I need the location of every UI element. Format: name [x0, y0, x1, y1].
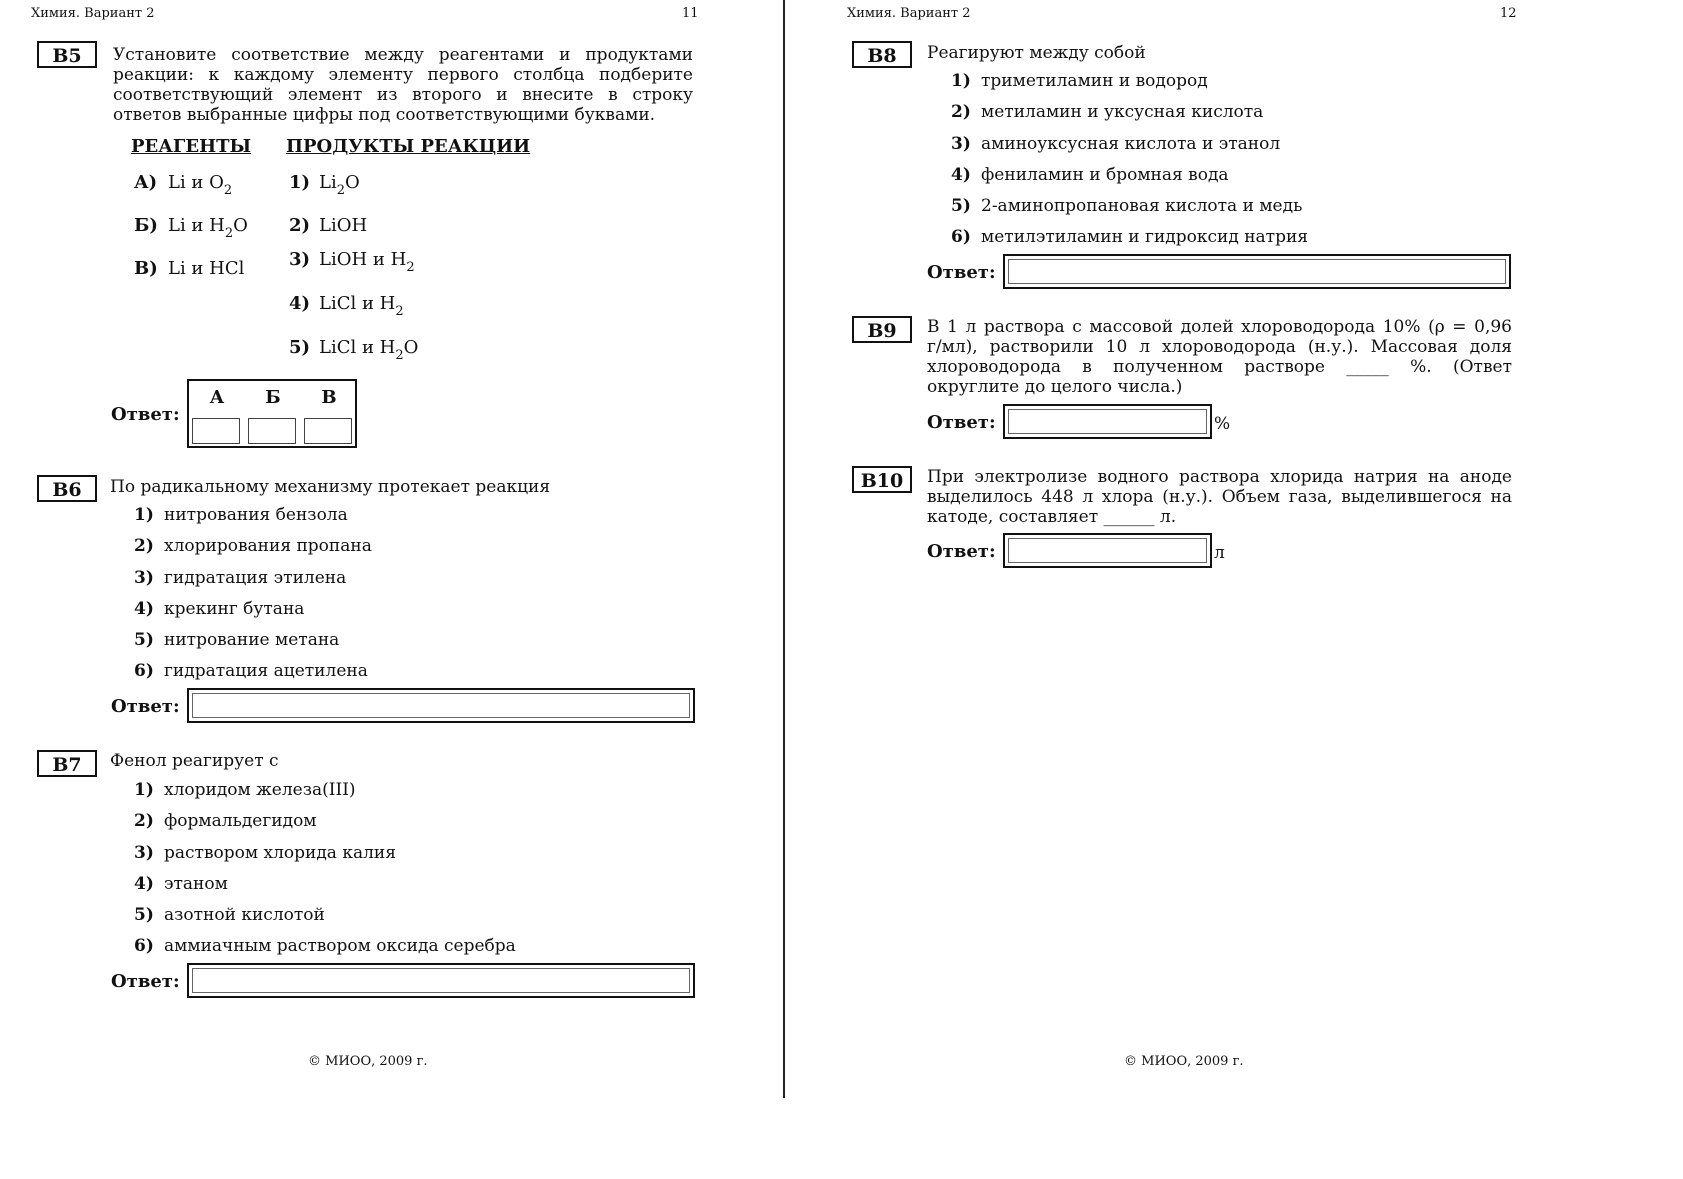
b5-line: ответов выбранные цифры под соответствующими буквами. — [113, 105, 656, 125]
page-number-left: 11 — [682, 6, 699, 21]
b6-option — [134, 630, 339, 650]
option-number: 2) — [134, 811, 154, 831]
option-text: аминоуксусная кислота и этанол — [981, 134, 1281, 154]
page-left — [0, 0, 783, 1098]
subscript: 2 — [406, 260, 415, 275]
b10-line: выделилось 448 л хлора (н.у.). Объем газа, выделившегося на — [927, 487, 1512, 507]
b9-line: округлите до целого числа.) — [927, 377, 1183, 397]
answer-field-inner — [1008, 538, 1207, 563]
b5-line: соответствующий элемент из второго и внесите в строку — [113, 85, 693, 105]
products-heading: ПРОДУКТЫ РЕАКЦИИ — [286, 136, 531, 157]
b5-line: Установите соответствие между реагентами и продуктами — [113, 45, 693, 65]
answer-label-b6: Ответ: — [111, 696, 180, 717]
b10-line: катоде, составляет ______ л. — [927, 507, 1177, 527]
answer-label-b8: Ответ: — [927, 262, 996, 283]
product-text: Li — [319, 172, 337, 193]
reagent-a — [134, 172, 232, 198]
answer-field-inner — [192, 968, 690, 993]
option-number: 3) — [134, 843, 154, 863]
b9-line: хлороводорода в полученном растворе _____ %. (Ответ — [927, 357, 1512, 377]
option-text: раствором хлорида калия — [164, 843, 396, 863]
page-right — [786, 0, 1568, 1098]
b9-question — [927, 317, 1512, 397]
reagent-label: Б) — [134, 215, 158, 236]
b5-question — [113, 45, 693, 125]
answer-field-inner — [192, 693, 690, 718]
reagent-text: Li и O — [168, 172, 224, 193]
task-tag-b6: В6 — [37, 475, 97, 502]
subscript: 2 — [395, 348, 404, 363]
option-text: метилэтиламин и гидроксид натрия — [981, 227, 1309, 247]
product-label: 4) — [289, 293, 311, 314]
answer-field-b7[interactable] — [187, 963, 695, 998]
option-text: аммиачным раствором оксида серебра — [164, 936, 516, 956]
task-tag-b5: В5 — [37, 41, 97, 68]
option-number: 5) — [134, 905, 154, 925]
product-4 — [289, 293, 404, 319]
option-number: 3) — [134, 568, 154, 588]
option-number: 1) — [951, 71, 971, 91]
option-number: 5) — [134, 630, 154, 650]
b8-option — [951, 102, 1263, 122]
reagent-b — [134, 215, 248, 241]
reagent-text: Li и HCl — [168, 258, 245, 279]
option-number: 4) — [134, 874, 154, 894]
reagent-label: А) — [134, 172, 158, 193]
task-tag-b8: В8 — [852, 41, 912, 68]
reagent-tail: O — [233, 215, 248, 236]
option-number: 1) — [134, 505, 154, 525]
b5-line: реакции: к каждому элементу первого столбца подберите — [113, 65, 693, 85]
product-5 — [289, 337, 418, 363]
option-number: 2) — [951, 102, 971, 122]
option-number: 6) — [951, 227, 971, 247]
task-tag-b10: В10 — [852, 466, 912, 493]
option-number: 4) — [951, 165, 971, 185]
b6-option — [134, 599, 304, 619]
product-text: LiOH — [319, 215, 368, 236]
reagents-heading: РЕАГЕНТЫ — [131, 136, 252, 157]
answer-field-b9[interactable] — [1003, 404, 1212, 439]
option-text: нитрования бензола — [164, 505, 348, 525]
option-text: азотной кислотой — [164, 905, 325, 925]
option-number: 1) — [134, 780, 154, 800]
option-number: 6) — [134, 661, 154, 681]
answer-label-b7: Ответ: — [111, 971, 180, 992]
b7-option — [134, 780, 356, 800]
b8-option — [951, 227, 1308, 247]
product-label: 3) — [289, 249, 311, 270]
b7-option — [134, 843, 396, 863]
b6-option — [134, 536, 372, 556]
b8-question: Реагируют между собой — [927, 43, 1146, 63]
task-tag-b9: В9 — [852, 316, 912, 343]
b9-line: г/мл), растворили 10 л хлороводорода (н.у.). Массовая доля — [927, 337, 1512, 357]
product-text: LiCl и H — [319, 293, 396, 314]
option-number: 6) — [134, 936, 154, 956]
unit-percent: % — [1214, 414, 1231, 434]
option-text: хлорирования пропана — [164, 536, 372, 556]
footer-left: © МИОО, 2009 г. — [308, 1054, 428, 1069]
b8-option — [951, 134, 1280, 154]
option-text: триметиламин и водород — [981, 71, 1208, 91]
answer-label-b10: Ответ: — [927, 541, 996, 562]
option-number: 3) — [951, 134, 971, 154]
b6-question: По радикальному механизму протекает реакция — [110, 477, 551, 497]
footer-right: © МИОО, 2009 г. — [1124, 1054, 1244, 1069]
option-text: 2-аминопропановая кислота и медь — [981, 196, 1303, 216]
page-divider — [783, 0, 785, 1098]
product-label: 1) — [289, 172, 311, 193]
product-text: LiOH и H — [319, 249, 407, 270]
col-head-a: А — [209, 387, 225, 408]
product-tail: O — [345, 172, 360, 193]
answer-cell-v[interactable] — [304, 418, 352, 444]
subscript: 2 — [395, 304, 404, 319]
unit-liters: л — [1214, 543, 1225, 563]
option-text: гидратация ацетилена — [164, 661, 368, 681]
task-tag-b7: В7 — [37, 750, 97, 777]
answer-label-b5: Ответ: — [111, 404, 180, 425]
b9-line: В 1 л раствора с массовой долей хлороводорода 10% (ρ = 0,96 — [927, 317, 1512, 337]
b7-question: Фенол реагирует с — [110, 751, 279, 771]
product-1 — [289, 172, 360, 198]
page-number-right: 12 — [1500, 6, 1517, 21]
answer-cell-a[interactable] — [192, 418, 240, 444]
b10-line: При электролизе водного раствора хлорида натрия на аноде — [927, 467, 1512, 487]
option-number: 5) — [951, 196, 971, 216]
b8-option — [951, 165, 1229, 185]
reagent-v — [134, 258, 244, 279]
b6-option — [134, 505, 348, 525]
product-3 — [289, 249, 415, 275]
answer-label-b9: Ответ: — [927, 412, 996, 433]
header-right: Химия. Вариант 2 — [847, 6, 971, 21]
subscript: 2 — [223, 183, 233, 198]
product-text: LiCl и H — [319, 337, 396, 358]
reagent-text: Li и H — [168, 215, 225, 236]
product-label: 5) — [289, 337, 311, 358]
subscript: 2 — [224, 226, 234, 241]
b6-option — [134, 568, 346, 588]
header-left: Химия. Вариант 2 — [31, 6, 155, 21]
answer-cell-b[interactable] — [248, 418, 296, 444]
b7-option — [134, 905, 325, 925]
reagent-label: В) — [134, 258, 158, 279]
subscript: 2 — [336, 183, 345, 198]
option-number: 2) — [134, 536, 154, 556]
option-number: 4) — [134, 599, 154, 619]
answer-field-b6[interactable] — [187, 688, 695, 723]
answer-field-b10[interactable] — [1003, 533, 1212, 568]
answer-field-inner — [1008, 409, 1207, 434]
product-tail: O — [403, 337, 419, 358]
b6-option — [134, 661, 368, 681]
b5-answer-table — [187, 379, 357, 448]
option-text: хлоридом железа(III) — [164, 780, 356, 800]
option-text: формальдегидом — [164, 811, 317, 831]
product-label: 2) — [289, 215, 311, 236]
answer-field-b8[interactable] — [1003, 254, 1511, 289]
option-text: гидратация этилена — [164, 568, 347, 588]
b7-option — [134, 811, 317, 831]
option-text: нитрование метана — [164, 630, 340, 650]
b8-option — [951, 196, 1302, 216]
col-head-b: Б — [265, 387, 281, 408]
option-text: крекинг бутана — [164, 599, 305, 619]
b7-option — [134, 936, 516, 956]
option-text: этаном — [164, 874, 228, 894]
option-text: метиламин и уксусная кислота — [981, 102, 1264, 122]
b10-question — [927, 467, 1512, 527]
answer-field-inner — [1008, 259, 1506, 284]
col-head-v: В — [321, 387, 337, 408]
option-text: фениламин и бромная вода — [981, 165, 1229, 185]
product-2 — [289, 215, 367, 236]
b7-option — [134, 874, 228, 894]
b8-option — [951, 71, 1208, 91]
